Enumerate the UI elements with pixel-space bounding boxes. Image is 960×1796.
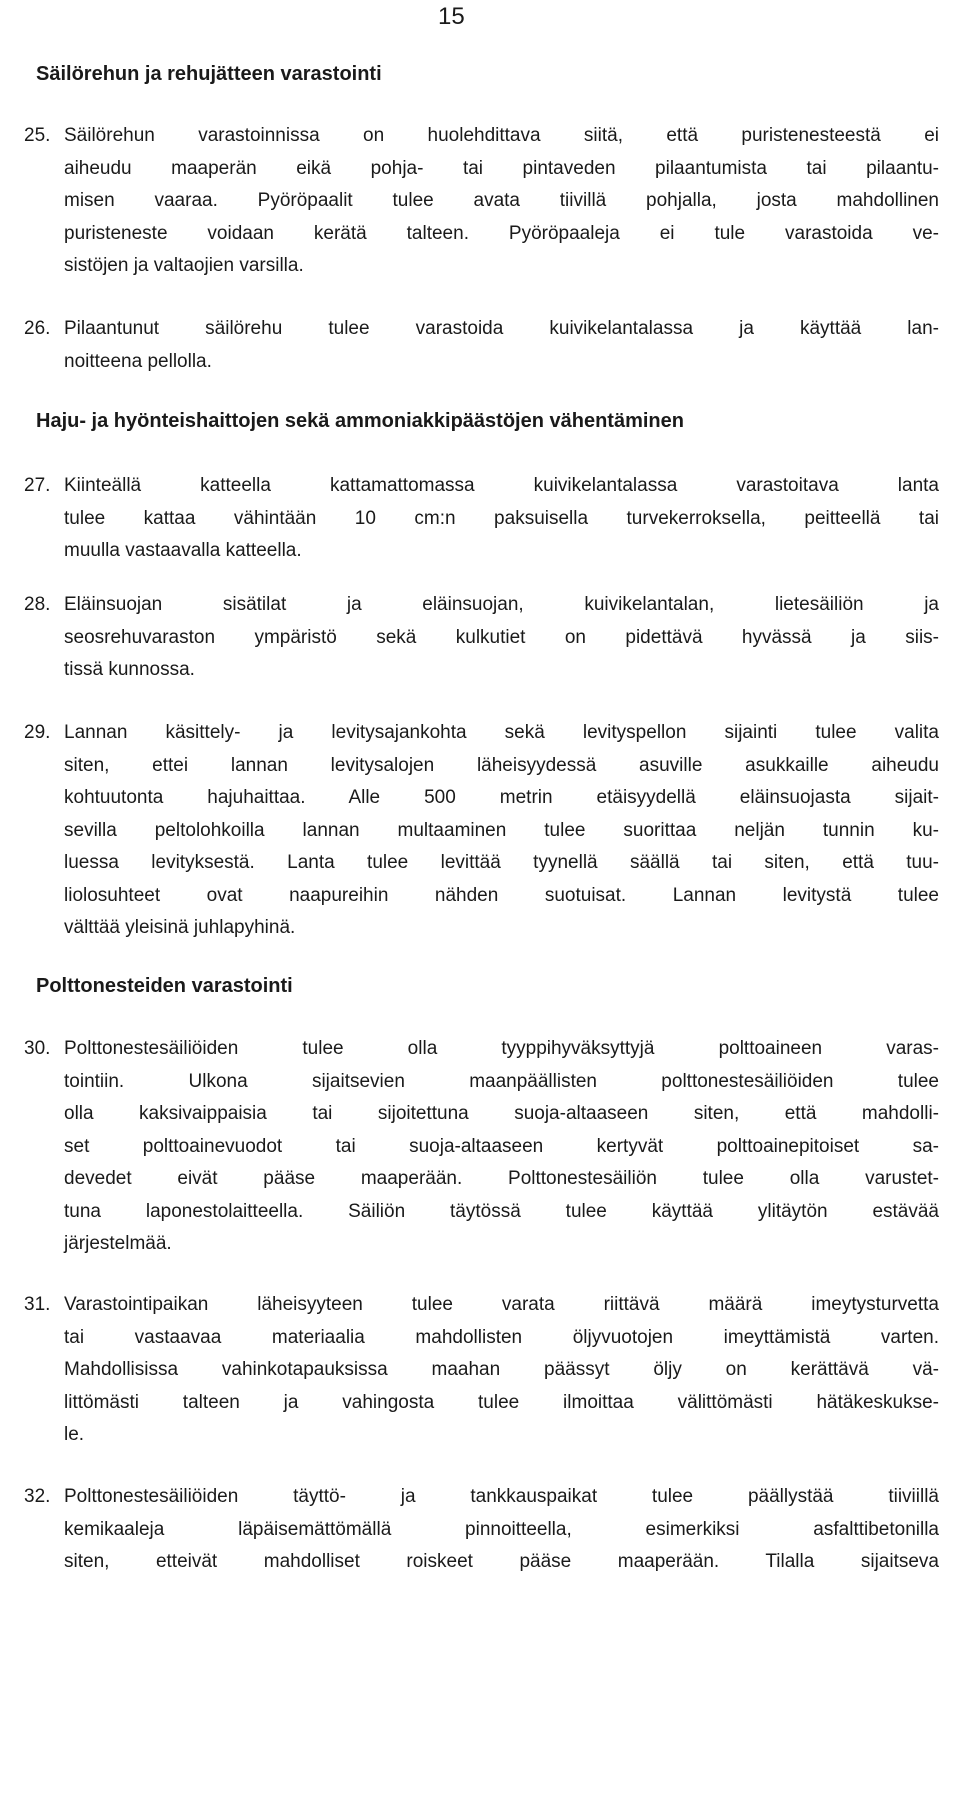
text-line: seosrehuvaraston ympäristö sekä kulkutiet on pidettävä hyvässä ja siis- <box>64 626 939 648</box>
text-line: Lannan käsittely- ja levitysajankohta sekä levityspellon sijainti tulee valita <box>64 722 939 743</box>
paragraph-item <box>24 470 939 568</box>
paragraph-number: 31. <box>24 1294 51 1315</box>
paragraph-item <box>24 717 939 945</box>
text-line: Säilörehun varastoinnissa on huolehdittava siitä, että puristenesteestä ei <box>64 125 939 146</box>
text-line: sistöjen ja valtaojien varsilla. <box>64 255 304 276</box>
text-line: Kiinteällä katteella kattamattomassa kuivikelantalassa varastoitava lanta <box>64 475 939 496</box>
paragraph-text <box>24 313 939 378</box>
text-line: littömästi talteen ja vahingosta tulee ilmoittaa välittömästi hätäkeskukse- <box>64 1391 939 1413</box>
paragraph-item <box>24 313 939 378</box>
text-line: Mahdollisissa vahinkotapauksissa maahan päässyt öljy on kerättävä vä- <box>64 1359 939 1380</box>
paragraph-number: 30. <box>24 1038 51 1059</box>
text-line: järjestelmää. <box>64 1233 172 1254</box>
paragraph-number: 28. <box>24 594 51 615</box>
text-line: tai vastaavaa materiaalia mahdollisten öljyvuotojen imeyttämistä varten. <box>64 1326 939 1348</box>
text-line: Polttonestesäiliöiden tulee olla tyyppihyväksyttyjä polttoaineen varas- <box>64 1038 939 1059</box>
paragraph-item <box>24 589 939 687</box>
paragraph-text <box>24 1033 939 1261</box>
section-heading: Haju- ja hyönteishaittojen sekä ammoniakkipäästöjen vähentäminen <box>36 410 684 432</box>
text-line: Varastointipaikan läheisyyteen tulee varata riittävä määrä imeytysturvetta <box>64 1294 939 1315</box>
paragraph-number: 27. <box>24 475 51 496</box>
paragraph-text <box>24 120 939 283</box>
paragraph-text <box>24 717 939 945</box>
text-line: set polttoainevuodot tai suoja-altaaseen kertyvät polttoainepitoiset sa- <box>64 1135 939 1157</box>
text-line: devedet eivät pääse maaperään. Polttonestesäiliön tulee olla varustet- <box>64 1168 939 1189</box>
text-line: tuna laponestolaitteella. Säiliön täytössä tulee käyttää ylitäytön estävää <box>64 1200 939 1222</box>
text-line: kemikaaleja läpäisemättömällä pinnoitteella, esimerkiksi asfalttibetonilla <box>64 1518 939 1540</box>
paragraph-text <box>24 589 939 687</box>
text-line: siten, etteivät mahdolliset roiskeet pääse maaperään. Tilalla sijaitseva <box>64 1551 939 1572</box>
page-number: 15 <box>438 3 465 30</box>
text-line: le. <box>64 1424 85 1445</box>
text-line: Pilaantunut säilörehu tulee varastoida kuivikelantalassa ja käyttää lan- <box>64 318 939 339</box>
text-line: Eläinsuojan sisätilat ja eläinsuojan, kuivikelantalan, lietesäiliön ja <box>64 594 939 615</box>
paragraph-number: 32. <box>24 1486 51 1507</box>
text-line: aiheudu maaperän eikä pohja- tai pintaveden pilaantumista tai pilaantu- <box>64 157 939 179</box>
text-line: sevilla peltolohkoilla lannan multaaminen tulee suorittaa neljän tunnin ku- <box>64 819 939 841</box>
paragraph-item <box>24 1289 939 1452</box>
text-line: kohtuutonta hajuhaittaa. Alle 500 metrin etäisyydellä eläinsuojasta sijait- <box>64 787 939 808</box>
text-line: luessa levityksestä. Lanta tulee levittää tyynellä säällä tai siten, että tuu- <box>64 852 939 873</box>
text-line: misen vaaraa. Pyöröpaalit tulee avata tiivillä pohjalla, josta mahdollinen <box>64 190 939 211</box>
section-heading: Säilörehun ja rehujätteen varastointi <box>36 63 382 85</box>
paragraph-number: 26. <box>24 318 51 339</box>
text-line: tointiin. Ulkona sijaitsevien maanpäällisten polttonestesäiliöiden tulee <box>64 1070 939 1092</box>
paragraph-text <box>24 470 939 568</box>
text-line: Polttonestesäiliöiden täyttö- ja tankkauspaikat tulee päällystää tiiviillä <box>64 1486 939 1507</box>
section-heading: Polttonesteiden varastointi <box>36 975 293 997</box>
text-line: muulla vastaavalla katteella. <box>64 540 302 561</box>
text-line: puristeneste voidaan kerätä talteen. Pyöröpaaleja ei tule varastoida ve- <box>64 222 939 244</box>
paragraph-number: 25. <box>24 125 51 146</box>
text-line: välttää yleisinä juhlapyhinä. <box>64 917 296 938</box>
text-line: noitteena pellolla. <box>64 350 212 372</box>
text-line: tulee kattaa vähintään 10 cm:n paksuisella turvekerroksella, peitteellä tai <box>64 507 939 529</box>
text-line: siten, ettei lannan levitysalojen läheisyydessä asuville asukkaille aiheudu <box>64 754 939 776</box>
text-line: olla kaksivaippaisia tai sijoitettuna suoja-altaaseen siten, että mahdolli- <box>64 1103 939 1124</box>
paragraph-item <box>24 1481 939 1579</box>
paragraph-number: 29. <box>24 722 51 743</box>
paragraph-text <box>24 1289 939 1452</box>
paragraph-text <box>24 1481 939 1579</box>
paragraph-item <box>24 1033 939 1261</box>
text-line: tissä kunnossa. <box>64 659 195 680</box>
text-line: liolosuhteet ovat naapureihin nähden suotuisat. Lannan levitystä tulee <box>64 884 939 906</box>
paragraph-item <box>24 120 939 283</box>
